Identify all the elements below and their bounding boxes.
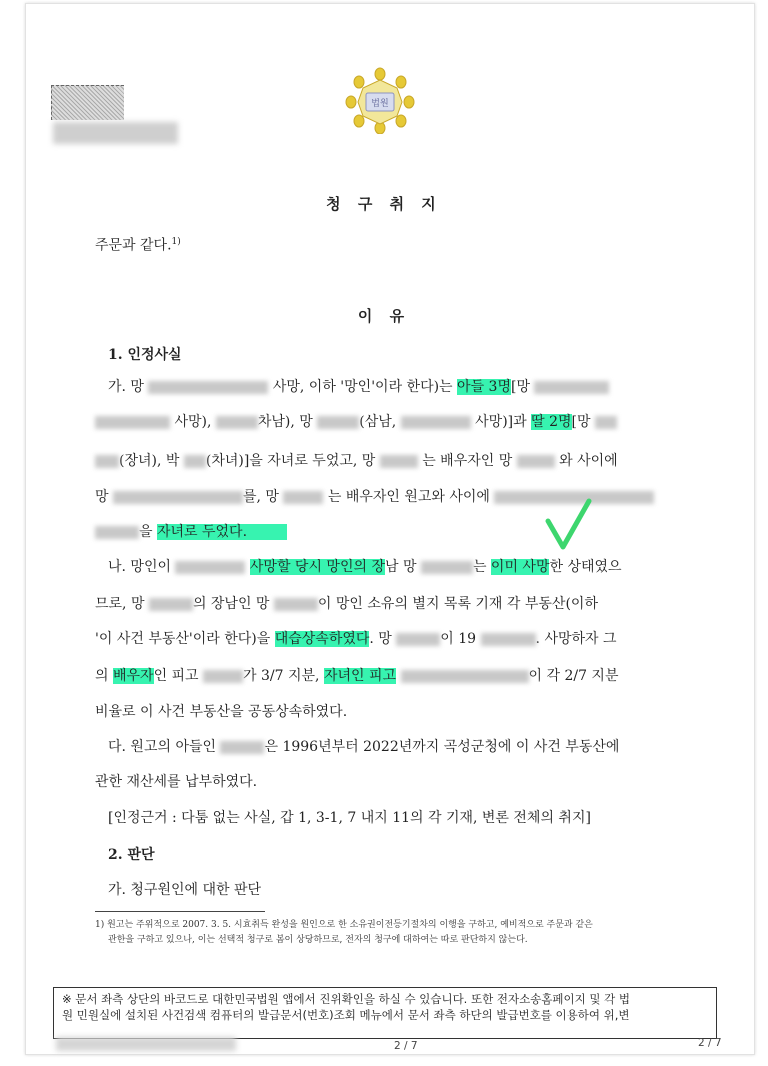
heading-facts: 1. 인정사실 [108, 347, 182, 363]
para-na-line5: 비율로 이 사건 부동산을 공동상속하였다. [95, 704, 348, 720]
section-title-reason: 이 유 [357, 307, 411, 325]
highlight: 자녀인 피고 [323, 668, 397, 684]
seal-label: 법원 [371, 99, 389, 109]
redacted-text [216, 416, 258, 429]
redacted-text [149, 598, 193, 611]
page-indicator: 2 / 7 [698, 1037, 722, 1049]
redacted-text [95, 455, 119, 468]
para-na-line3: '이 사건 부동산'이라 한다)을 대습상속하였다. 망 이 19 . 사망하자 그 [95, 631, 617, 647]
para-na-line1: 나. 망인이 사망할 당시 망인의 장남 망 는 이미 사망한 상태였으 [108, 559, 622, 575]
highlight: 대습상속하였다 [274, 631, 370, 647]
highlight: 배우자 [112, 668, 154, 684]
redacted-text [220, 741, 264, 754]
subheading-claim-cause: 가. 청구원인에 대한 판단 [108, 882, 262, 898]
highlight: 자녀로 두었다. [157, 524, 287, 540]
para-na-line4: 의 배우자인 피고 가 3/7 지분, 자녀인 피고 이 각 2/7 지분 [95, 668, 619, 684]
highlight: 사망할 당시 망인의 장 [249, 559, 385, 575]
redacted-text [113, 491, 243, 504]
footnote-line1: 1) 원고는 주위적으로 2007. 3. 5. 시효취득 완성을 원인으로 한 소유권이전등기절차의 이행을 구하고, 예비적으로 주문과 같은 [95, 920, 593, 930]
redacted-text [184, 455, 206, 468]
footnote-ref: 1) [171, 237, 181, 247]
para-da-line2: 관한 재산세를 납부하였다. [95, 774, 258, 790]
redacted-text [401, 670, 529, 683]
redacted-text [148, 381, 268, 394]
highlight: 딸 2명 [531, 414, 572, 430]
redacted-text [421, 561, 473, 574]
redacted-text [517, 455, 555, 468]
claim-text [95, 232, 181, 256]
redacted-text [396, 633, 440, 646]
para-ga-line5: 을 자녀로 두었다. [95, 522, 287, 542]
claim-body: 주문과 같다. [95, 237, 172, 254]
heading-judgment: 2. 판단 [108, 847, 155, 863]
para-ga-line3: (장녀), 박 (차녀)]을 자녀로 두었고, 망 는 배우자인 망 와 사이에 [95, 451, 618, 471]
footnote-divider [95, 911, 265, 912]
para-da-line1: 다. 원고의 아들인 은 1996년부터 2022년까지 곡성군청에 이 사건 부동산에 [108, 739, 620, 755]
highlight: 이미 사망 [490, 559, 550, 575]
redacted-text [481, 633, 536, 646]
para-na-line2: 므로, 망 의 장남인 망 이 망인 소유의 별지 목록 기재 각 부동산(이하 [95, 596, 598, 612]
redacted-text [534, 381, 609, 394]
notice-line2: 원 민원실에 설치된 사건검색 컴퓨터의 발급문서(번호)조회 메뉴에서 문서 좌측 하단의 발급번호를 이용하여 위,변 [62, 1008, 630, 1022]
notice-line1: ※ 문서 좌측 상단의 바코드로 대한민국법원 앱에서 진위확인을 하실 수 있습니다. 또한 전자소송홈페이지 및 각 법 [62, 992, 631, 1006]
barcode-icon [51, 85, 124, 120]
redacted-text [283, 491, 323, 504]
evidence-basis: [인정근거 : 다툼 없는 사실, 갑 1, 3-1, 7 내지 11의 각 기재, 변론 전체의 취지] [108, 810, 591, 826]
redacted-text [595, 416, 617, 429]
redacted-text [317, 416, 359, 429]
redacted-text [401, 416, 471, 429]
page-number: 2 / 7 [394, 1040, 418, 1052]
highlight: 아들 3명 [457, 379, 511, 395]
court-seal-icon [344, 66, 416, 134]
para-ga-line2: 사망), 차남), 망 (삼남, 사망)]과 딸 2명[망 [95, 412, 617, 432]
redacted-text [380, 455, 418, 468]
redacted-text [95, 416, 170, 429]
redacted-text [175, 561, 245, 574]
issue-number-redacted [56, 1037, 236, 1051]
checkmark-icon [545, 497, 593, 555]
redacted-text [274, 598, 318, 611]
footnote-line2: 관한을 구하고 있으나, 이는 선택적 청구로 봄이 상당하므로, 전자의 청구에 대하여는 따로 판단하지 않는다. [108, 935, 528, 945]
redacted-text [203, 670, 243, 683]
verification-notice [53, 987, 717, 1039]
para-ga-line4: 망 를, 망 는 배우자인 원고와 사이에 [95, 487, 654, 507]
para-ga-line1: 가. 망 사망, 이하 '망인'이라 한다)는 아들 3명[망 [108, 377, 609, 397]
redacted-text [95, 526, 139, 539]
section-title-claim: 청 구 취 지 [326, 195, 442, 213]
barcode-number-redacted [53, 122, 178, 144]
